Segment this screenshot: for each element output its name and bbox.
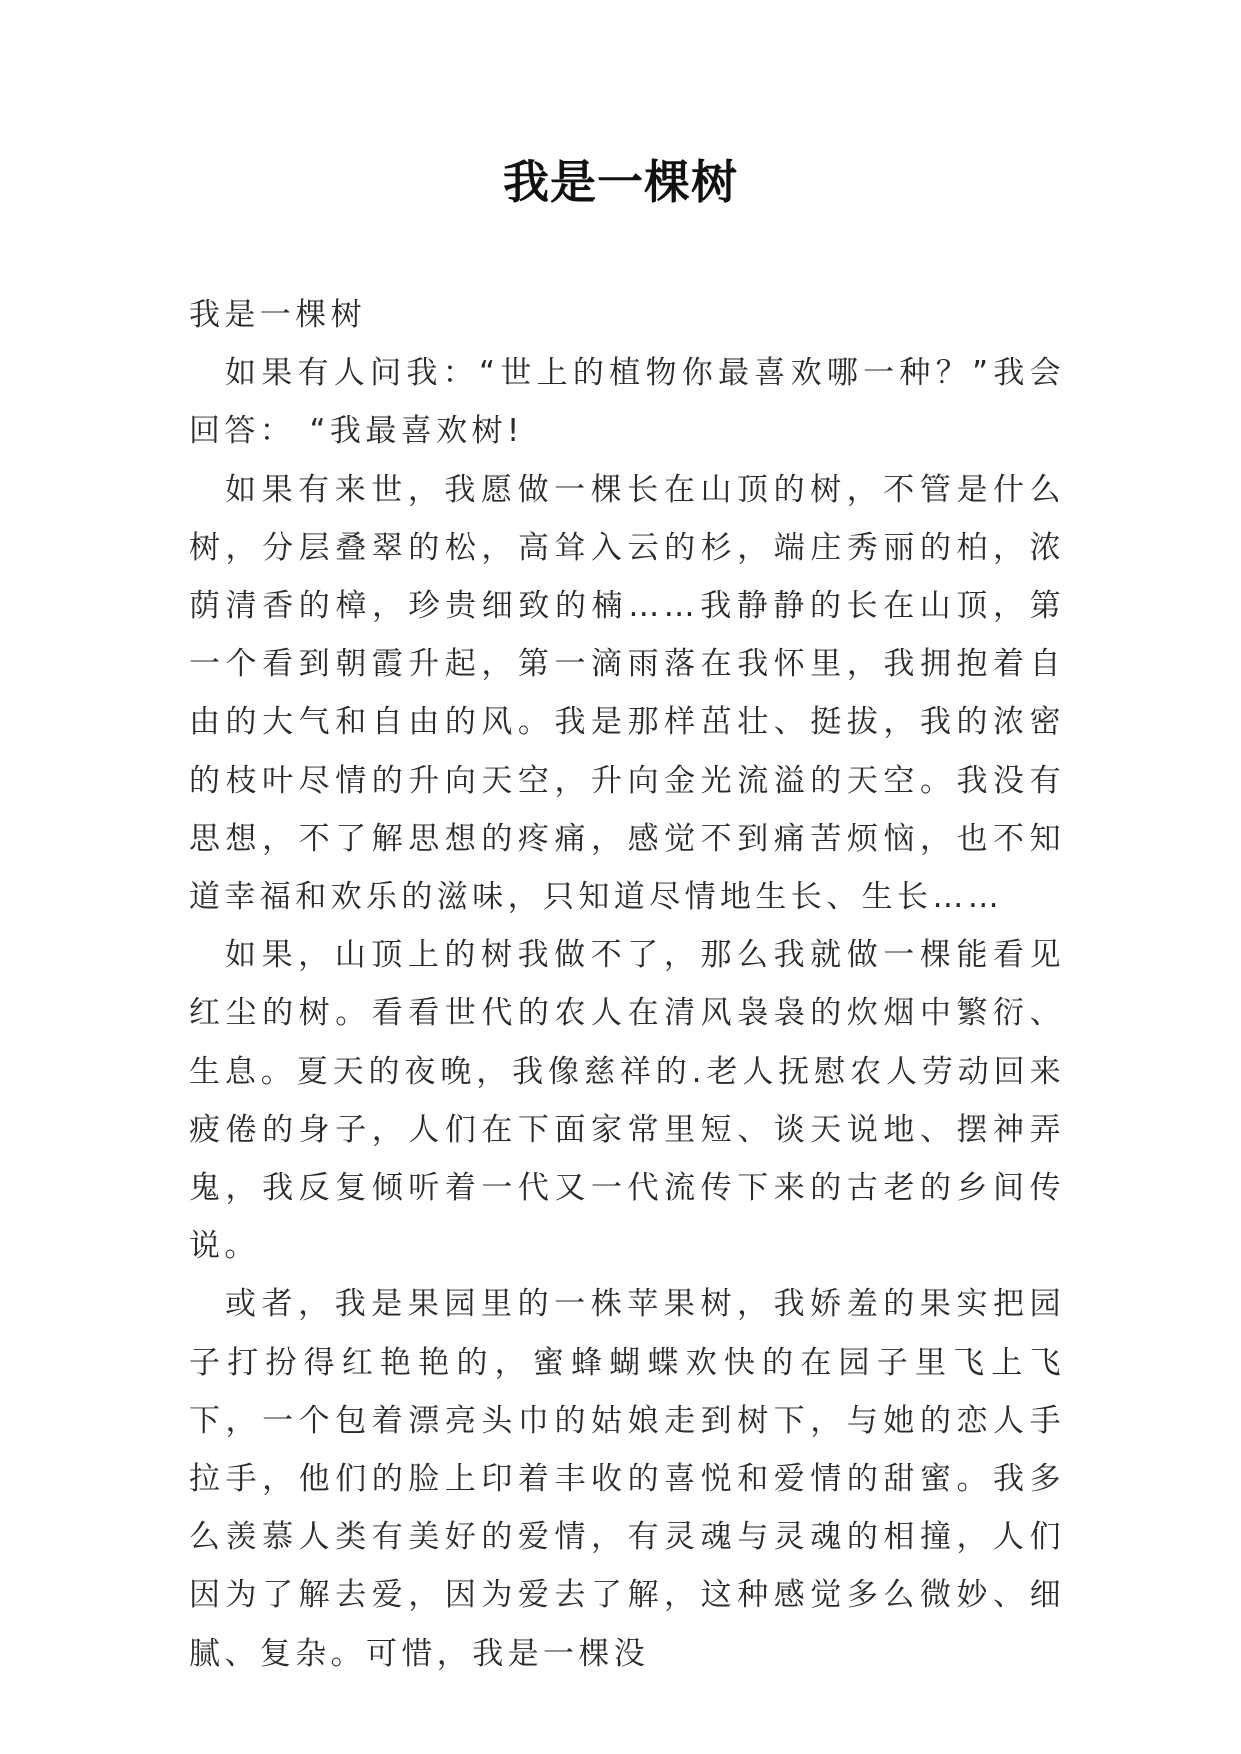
paragraph: 如果有来世，我愿做一棵长在山顶的树，不管是什么树，分层叠翠的松，高耸入云的杉，端庄秀丽的柏，浓荫清香的樟，珍贵细致的楠……我静静的长在山顶，第一个看到朝霞升起，第一滴雨落在我怀里，我拥抱着自由的大气和自由的风。我是那样茁壮、挺拔，我的浓密的枝叶尽情的升向天空，升向金光流溢的天空。我没有思想，不了解思想的疼痛，感觉不到痛苦烦恼，也不知道幸福和欢乐的滋味，只知道尽情地生长、生长……	[189, 471, 1065, 916]
paragraph: 如果有人问我：“世上的植物你最喜欢哪一种？”我会回答： “我最喜欢树!	[189, 355, 1065, 450]
paragraph: 如果，山顶上的树我做不了，那么我就做一棵能看见红尘的树。看看世代的农人在清风袅袅的炊烟中繁衍、生息。夏天的夜晚，我像慈祥的.老人抚慰农人劳动回来疲倦的身子，人们在下面家常里短、谈天说地、摆神弄鬼，我反复倾听着一代又一代流传下来的古老的乡间传说。	[189, 937, 1065, 1265]
paragraph: 或者，我是果园里的一株苹果树，我娇羞的果实把园子打扮得红艳艳的，蜜蜂蝴蝶欢快的在园子里飞上飞下，一个包着漂亮头巾的姑娘走到树下，与她的恋人手拉手，他们的脸上印着丰收的喜悦和爱情的甜蜜。我多么羡慕人类有美好的爱情，有灵魂与灵魂的相撞，人们因为了解去爱，因为爱去了解，这种感觉多么微妙、细腻、复杂。可惜，我是一棵没	[189, 1286, 1065, 1672]
document-title: 我是一棵树	[503, 155, 738, 209]
paragraph-subtitle: 我是一棵树	[189, 297, 366, 333]
document-body	[189, 286, 1065, 1683]
